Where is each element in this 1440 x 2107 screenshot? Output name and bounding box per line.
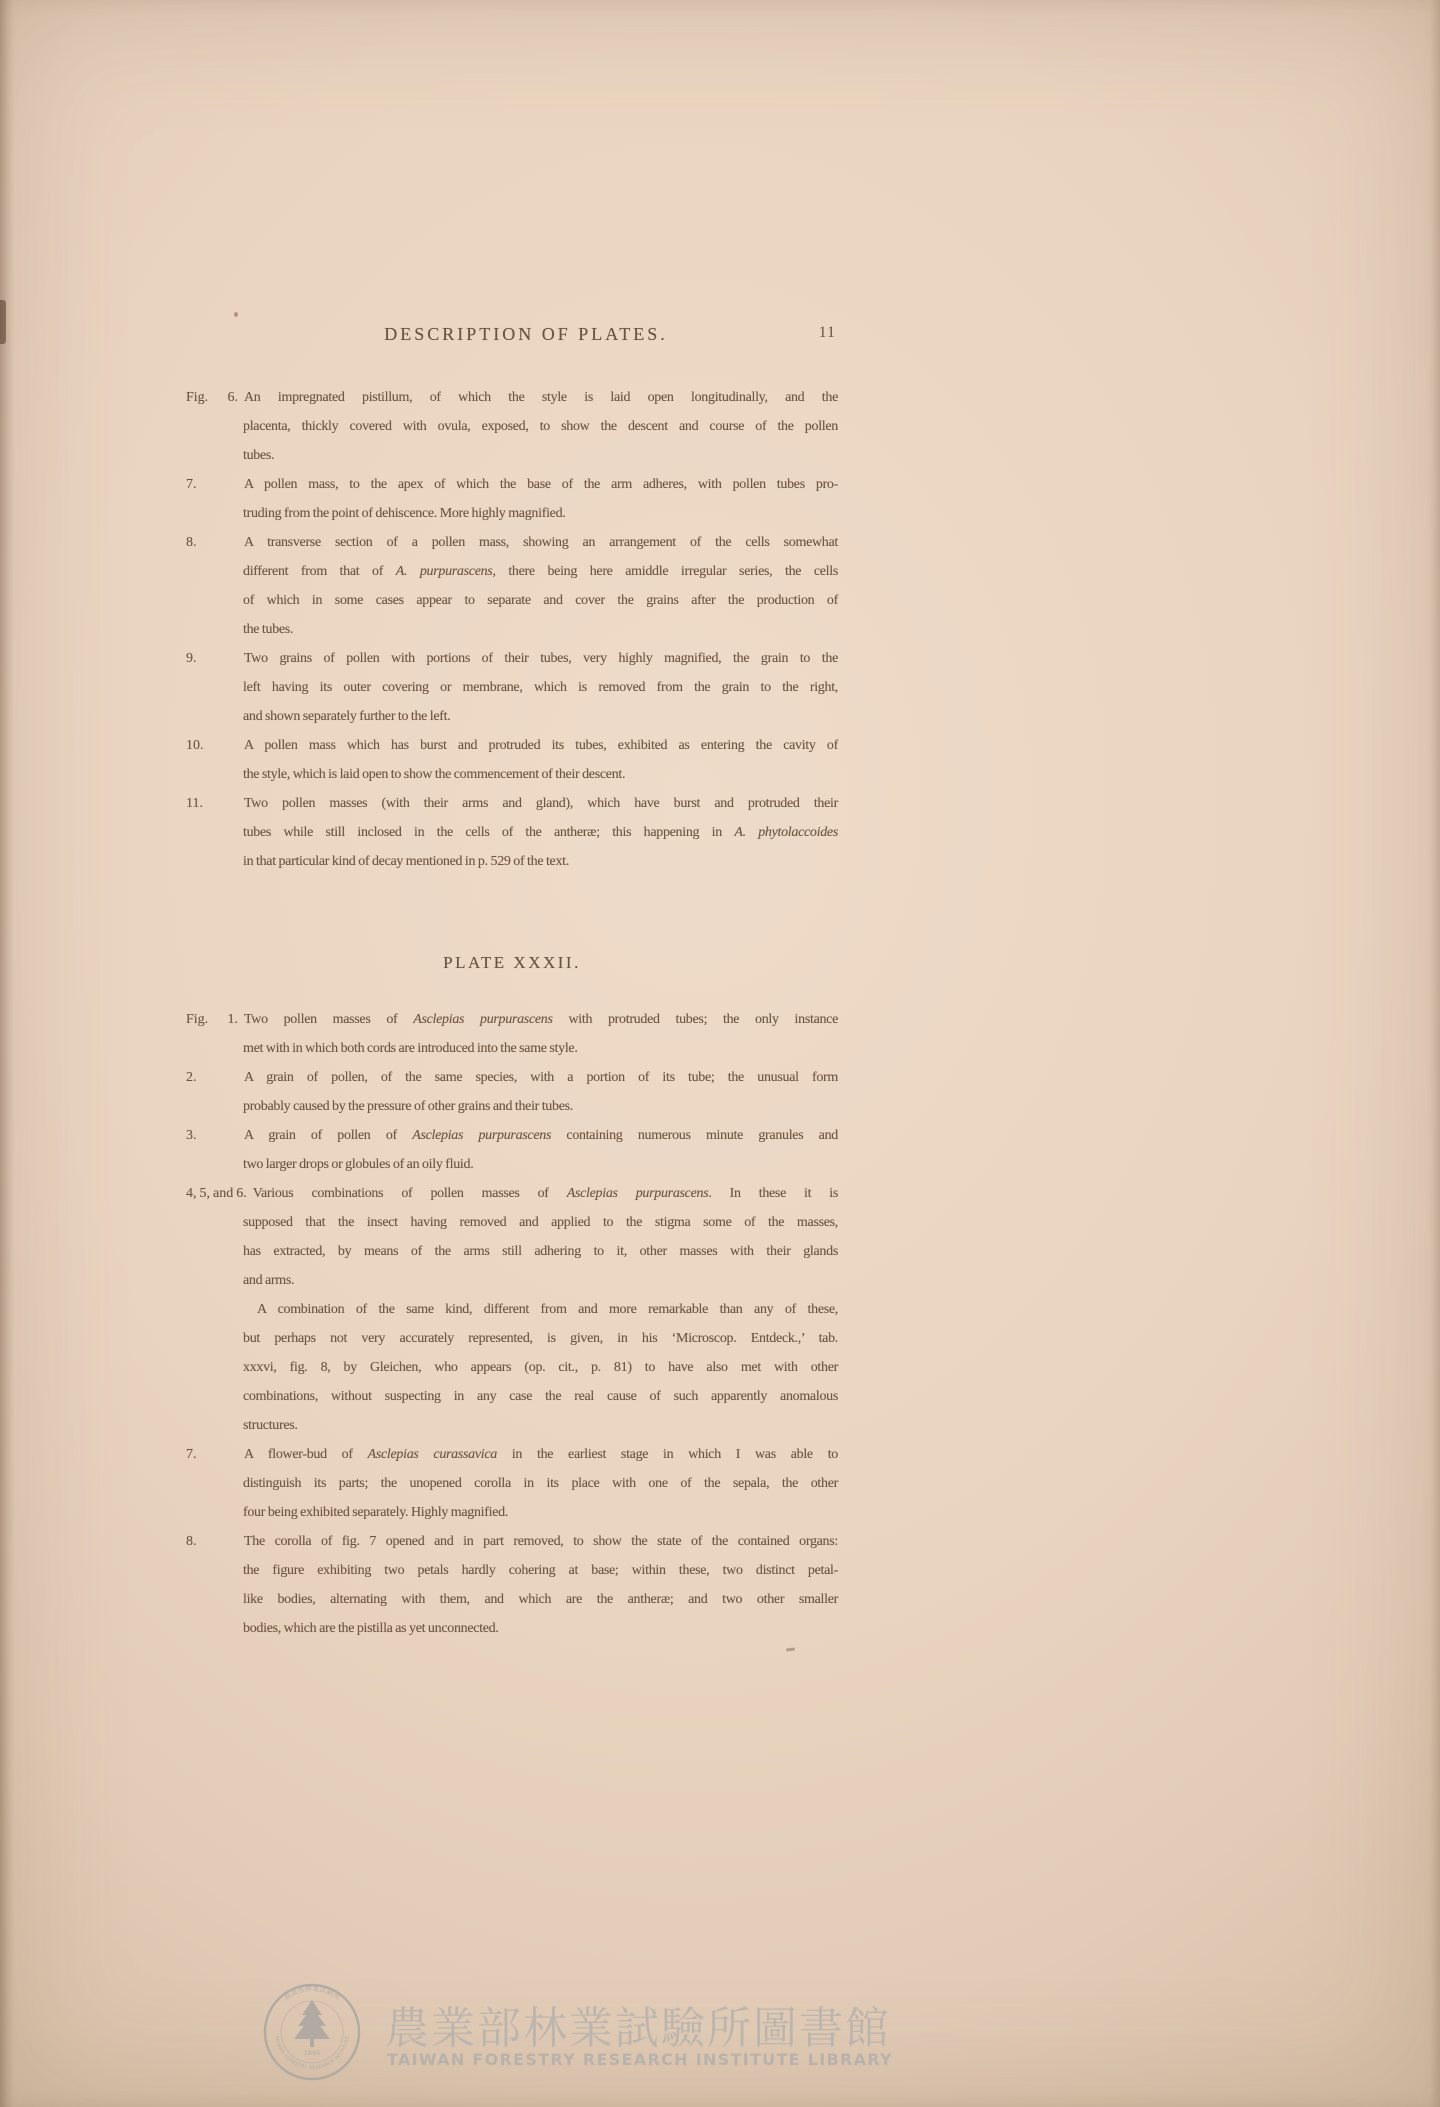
- text-line: has extracted, by means of the arms still adhering to it, other masses with their glands: [243, 1244, 838, 1259]
- running-head: DESCRIPTION OF PLATES.: [384, 324, 668, 344]
- paper-blemish: [0, 300, 6, 344]
- library-name-chinese: 農業部林業試驗所圖書館: [385, 2003, 891, 2054]
- figure-description-item: [186, 789, 838, 876]
- text-line: 2. A grain of pollen, of the same species, with a portion of its tube; the unusual form: [186, 1063, 838, 1092]
- text-line: the tubes.: [243, 622, 294, 637]
- figure-label: 11.: [186, 796, 203, 811]
- species-name: Asclepias purpurascens: [413, 1012, 553, 1027]
- text-line: tubes.: [243, 448, 275, 463]
- text-line: different from that of A. purpurascens, there being here amiddle irregular series, the cells: [243, 564, 838, 579]
- text-line: met with in which both cords are introduced into the same style.: [243, 1041, 578, 1056]
- text-line: A combination of the same kind, different from and more remarkable than any of these,: [257, 1302, 838, 1317]
- text-line: structures.: [243, 1418, 298, 1433]
- text-line: and arms.: [243, 1273, 295, 1288]
- figure-label: Fig. 1.: [186, 1012, 238, 1027]
- text-line: like bodies, alternating with them, and which are the antheræ; and two other smaller: [243, 1592, 838, 1607]
- figure-description-item: [186, 1005, 838, 1063]
- text-line: two larger drops or globules of an oily fluid.: [243, 1157, 474, 1172]
- text-line: xxxvi, fig. 8, by Gleichen, who appears (op. cit., p. 81) to have also met with other: [243, 1360, 838, 1375]
- text-line: distinguish its parts; the unopened corolla in its place with one of the sepala, the other: [243, 1476, 838, 1491]
- section-heading: PLATE XXXII.: [443, 953, 581, 972]
- text-column: [186, 383, 838, 1643]
- plate-section: [186, 948, 838, 1643]
- text-line: truding from the point of dehiscence. More highly magnified.: [243, 506, 566, 521]
- figure-label: 8.: [186, 535, 197, 550]
- figure-description-item: [186, 644, 838, 731]
- figure-description-item: [186, 1179, 838, 1295]
- figure-label: 2.: [186, 1070, 197, 1085]
- seal-ring-bottom-text: TAIWAN FORESTRY RESEARCH INSTITUTE: [273, 2035, 351, 2072]
- text-line: four being exhibited separately. Highly magnified.: [243, 1505, 509, 1520]
- figure-description-item: [186, 1063, 838, 1121]
- figure-description-item: [186, 383, 838, 470]
- text-line: 11. Two pollen masses (with their arms and gland), which have burst and protruded their: [186, 789, 838, 818]
- text-line: 8. The corolla of fig. 7 opened and in part removed, to show the state of the contained organs:: [186, 1527, 838, 1556]
- text-line: placenta, thickly covered with ovula, exposed, to show the descent and course of the pollen: [243, 419, 838, 434]
- text-line: 8. A transverse section of a pollen mass, showing an arrangement of the cells somewhat: [186, 528, 838, 557]
- figure-description-item: [186, 470, 838, 528]
- text-line: 9. Two grains of pollen with portions of their tubes, very highly magnified, the grain to the: [186, 644, 838, 673]
- text-line: the figure exhibiting two petals hardly cohering at base; within these, two distinct petal-: [243, 1563, 838, 1578]
- page-edge-shadow: [1430, 0, 1440, 2107]
- species-name: Asclepias purpurascens: [412, 1128, 552, 1143]
- text-line: 10. A pollen mass which has burst and protruded its tubes, exhibited as entering the cavity of: [186, 731, 838, 760]
- figure-label: 9.: [186, 651, 197, 666]
- figure-description-item: [186, 1527, 838, 1643]
- text-line: probably caused by the pressure of other grains and their tubes.: [243, 1099, 573, 1114]
- text-line: tubes while still inclosed in the cells of the antheræ; this happening in A. phytolaccoides: [243, 825, 838, 840]
- svg-text:農業部林業試驗所: [282, 1984, 342, 2002]
- paper-blemish: [234, 312, 238, 317]
- text-line: but perhaps not very accurately represented, is given, in his ‘Microscop. Entdeck.,’ tab.: [243, 1331, 838, 1346]
- species-name: A. phytolaccoides: [734, 825, 838, 840]
- text-line: left having its outer covering or membrane, which is removed from the grain to the right,: [243, 680, 838, 695]
- species-name: A. purpurascens: [395, 564, 493, 579]
- paper-blemish: [786, 1647, 795, 1651]
- figure-description-item: [186, 1295, 838, 1440]
- text-line: 7. A pollen mass, to the apex of which the base of the arm adheres, with pollen tubes pro-: [186, 470, 838, 499]
- figure-label: 8.: [186, 1534, 197, 1549]
- figure-description-item: [186, 731, 838, 789]
- plate-section: [186, 383, 838, 876]
- text-line: of which in some cases appear to separate and cover the grains after the production of: [243, 593, 838, 608]
- figure-description-item: [186, 1121, 838, 1179]
- text-line: Fig. 1. Two pollen masses of Asclepias purpurascens with protruded tubes; the only instance: [186, 1005, 838, 1034]
- figure-label: 4, 5, and 6.: [186, 1186, 247, 1201]
- figure-description-item: [186, 528, 838, 644]
- text-line: supposed that the insect having removed and applied to the stigma some of the masses,: [243, 1215, 838, 1230]
- figure-label: 7.: [186, 477, 197, 492]
- figure-label: 3.: [186, 1128, 197, 1143]
- figure-label: 7.: [186, 1447, 197, 1462]
- page-number: 11: [818, 324, 836, 341]
- library-seal-icon: [262, 1982, 362, 2082]
- text-line: 3. A grain of pollen of Asclepias purpurascens containing numerous minute granules and: [186, 1121, 838, 1150]
- figure-label: 10.: [186, 738, 204, 753]
- text-line: and shown separately further to the left.: [243, 709, 451, 724]
- text-line: combinations, without suspecting in any case the real cause of such apparently anomalous: [243, 1389, 838, 1404]
- species-name: Asclepias purpurascens: [566, 1186, 709, 1201]
- seal-year: 1895: [303, 2049, 321, 2057]
- text-line: 7. A flower-bud of Asclepias curassavica in the earliest stage in which I was able to: [186, 1440, 838, 1469]
- figure-label: Fig. 6.: [186, 390, 238, 405]
- text-line: the style, which is laid open to show the commencement of their descent.: [243, 767, 626, 782]
- text-line: bodies, which are the pistilla as yet unconnected.: [243, 1621, 499, 1636]
- library-watermark: [262, 1978, 1022, 2098]
- text-line: in that particular kind of decay mentioned in p. 529 of the text.: [243, 854, 569, 869]
- species-name: Asclepias curassavica: [367, 1447, 497, 1462]
- seal-ring-top-text: 農業部林業試驗所: [282, 1984, 342, 2002]
- text-line: 4, 5, and 6. Various combinations of pollen masses of Asclepias purpurascens. In these it is: [186, 1179, 838, 1208]
- figure-description-item: [186, 1440, 838, 1527]
- text-line: Fig. 6. An impregnated pistillum, of which the style is laid open longitudinally, and the: [186, 383, 838, 412]
- library-name-english: TAIWAN FORESTRY RESEARCH INSTITUTE LIBRARY: [387, 2050, 893, 2069]
